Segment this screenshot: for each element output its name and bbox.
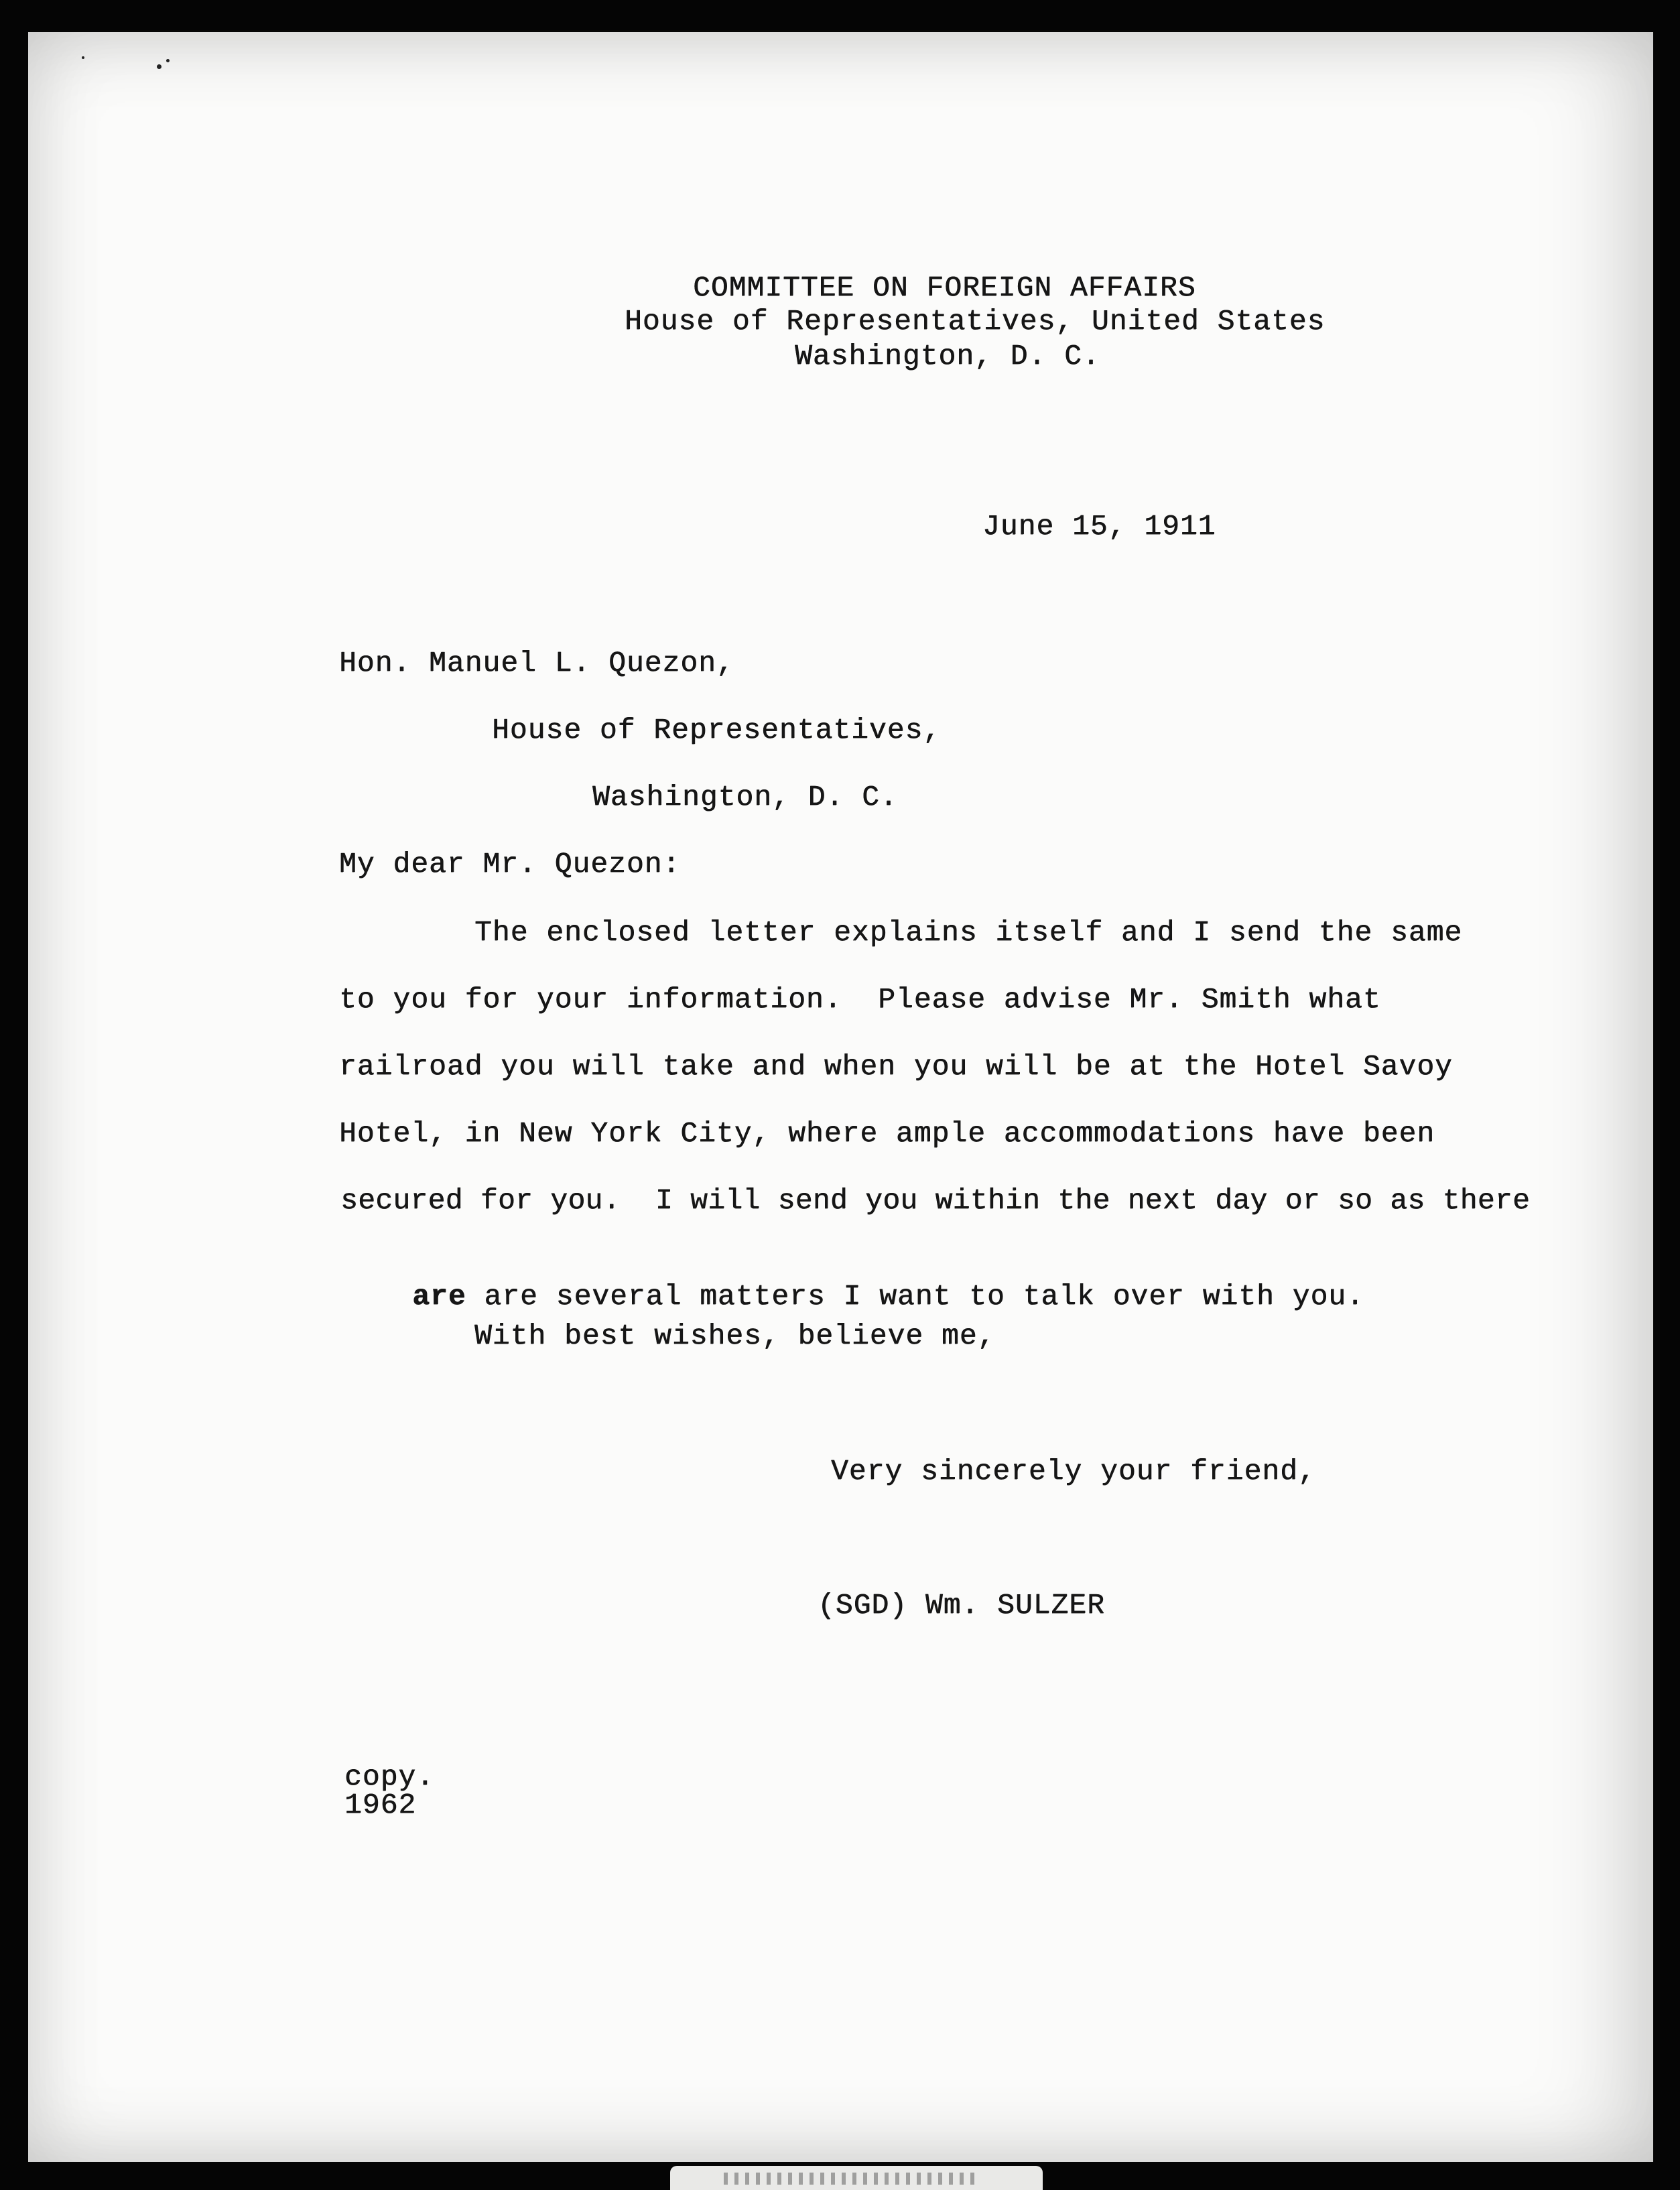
closing: Very sincerely your friend, xyxy=(831,1455,1316,1488)
letterhead-city: Washington, D. C. xyxy=(795,340,1100,373)
salutation: My dear Mr. Quezon: xyxy=(339,848,681,881)
copy-number: 1962 xyxy=(344,1789,417,1821)
struck-word: are xyxy=(412,1280,466,1313)
body-line: secured for you. I will send you within the next day or so as there xyxy=(340,1184,1531,1217)
ink-speck xyxy=(157,64,161,69)
recipient-house: House of Representatives, xyxy=(492,714,942,747)
body-line-6-text: are several matters I want to talk over with you. xyxy=(466,1280,1364,1313)
recipient-city: Washington, D. C. xyxy=(592,781,898,814)
signature: (SGD) Wm. SULZER xyxy=(818,1589,1105,1622)
body-line: With best wishes, believe me, xyxy=(474,1319,996,1352)
letter-date: June 15, 1911 xyxy=(982,510,1216,543)
recipient-name: Hon. Manuel L. Quezon, xyxy=(339,647,734,680)
letterhead-house: House of Representatives, United States xyxy=(625,305,1326,338)
body-line: The enclosed letter explains itself and I send the same xyxy=(474,916,1463,949)
body-line: Hotel, in New York City, where ample accommodations have been xyxy=(339,1117,1435,1150)
scan-tab xyxy=(670,2166,1043,2190)
ink-speck xyxy=(166,59,170,62)
copy-label: copy. xyxy=(344,1760,435,1793)
letterhead-committee: COMMITTEE ON FOREIGN AFFAIRS xyxy=(693,271,1196,304)
tab-mark xyxy=(724,2173,978,2185)
body-line: to you for your information. Please advise Mr. Smith what xyxy=(339,983,1381,1016)
ink-speck xyxy=(82,56,84,59)
body-line: railroad you will take and when you will be at the Hotel Savoy xyxy=(339,1050,1453,1083)
